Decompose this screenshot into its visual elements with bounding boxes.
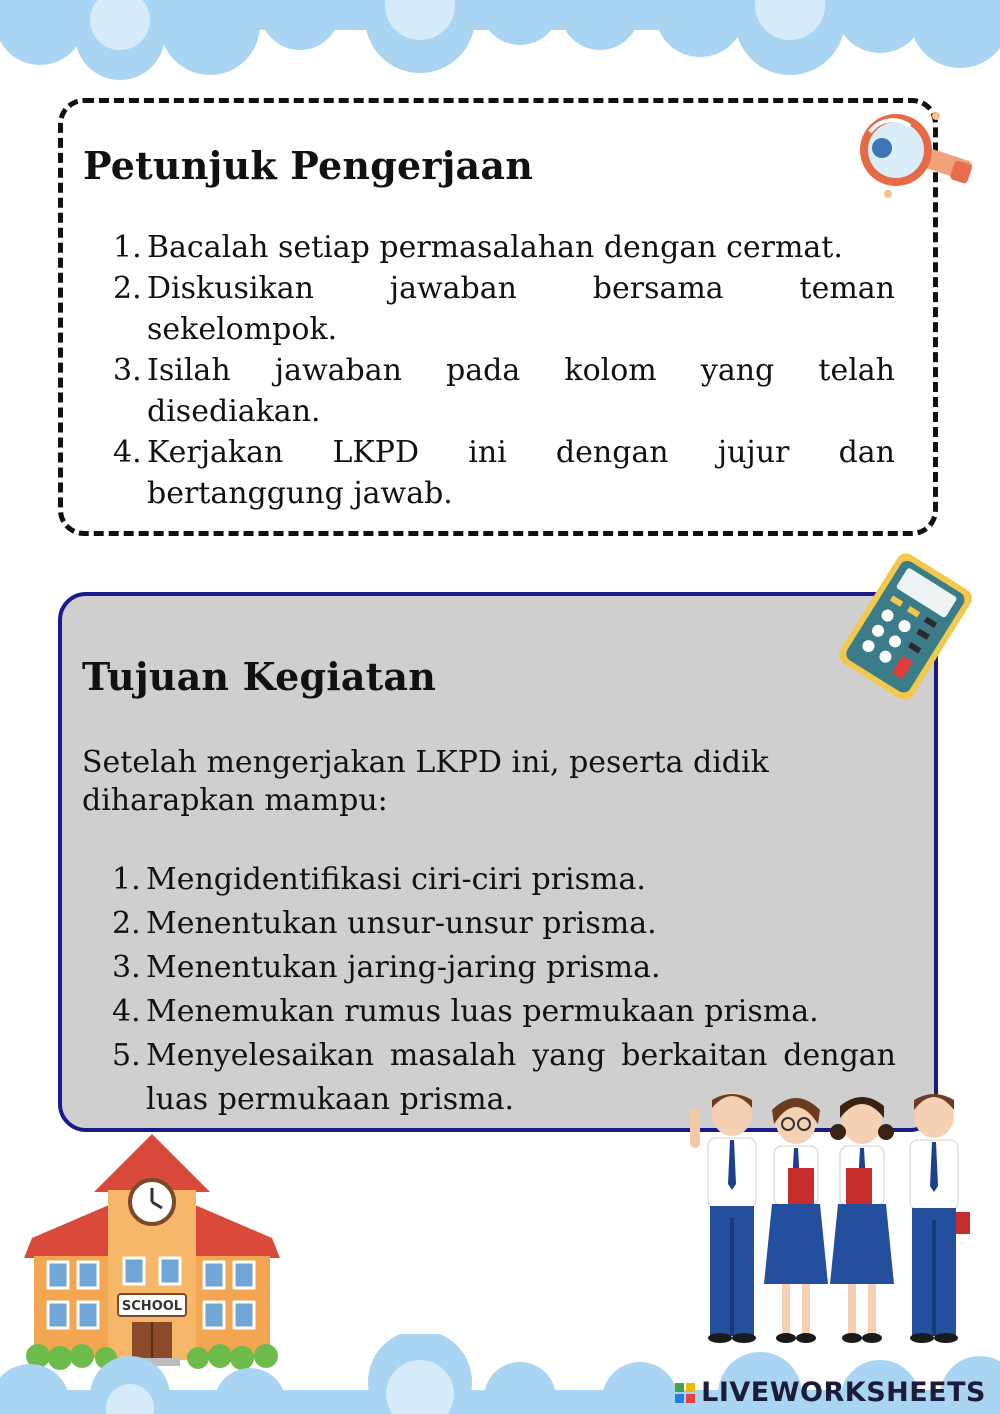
tujuan-intro: Setelah mengerjakan LKPD ini, peserta didik diharapkan mampu: xyxy=(82,745,769,818)
item-number: 3. xyxy=(113,353,142,388)
petunjuk-item xyxy=(113,268,895,350)
item-number: 4. xyxy=(112,994,141,1029)
petunjuk-item xyxy=(113,350,895,432)
petunjuk-title: Petunjuk Pengerjaan xyxy=(83,143,534,188)
tujuan-item xyxy=(112,902,896,946)
petunjuk-list xyxy=(113,227,895,514)
petunjuk-item xyxy=(113,227,895,268)
tujuan-item xyxy=(112,990,896,1034)
item-text: Menentukan unsur-unsur prisma. xyxy=(146,906,657,941)
tujuan-title: Tujuan Kegiatan xyxy=(82,654,437,699)
item-text: Mengidentifikasi ciri-ciri prisma. xyxy=(146,862,646,897)
top-clouds-decoration xyxy=(0,0,1000,90)
liveworksheets-logo xyxy=(675,1377,986,1408)
brand-text: LIVEWORKSHEETS xyxy=(701,1377,986,1408)
item-text: Menentukan jaring-jaring prisma. xyxy=(146,950,661,985)
tujuan-item xyxy=(112,858,896,902)
tujuan-list xyxy=(112,858,896,1122)
item-number: 2. xyxy=(112,906,141,941)
item-text: Menyelesaikan masalah yang berkaitan dengan luas permukaan prisma. xyxy=(146,1038,896,1117)
magnifier-icon xyxy=(852,108,978,204)
item-number: 1. xyxy=(113,230,142,265)
student-boy-left xyxy=(690,1092,756,1343)
item-number: 3. xyxy=(112,950,141,985)
petunjuk-pengerjaan-box xyxy=(58,98,938,536)
item-text: Bacalah setiap permasalahan dengan cermat. xyxy=(147,230,843,265)
student-girl-pigtails xyxy=(830,1097,894,1343)
item-text: Diskusikan jawaban bersama teman sekelompok. xyxy=(147,271,895,347)
item-text: Kerjakan LKPD ini dengan jujur dan bertanggung jawab. xyxy=(147,435,895,511)
item-text: Isilah jawaban pada kolom yang telah disediakan. xyxy=(147,353,895,429)
item-number: 5. xyxy=(112,1038,141,1073)
liveworksheets-logo-icon xyxy=(675,1383,695,1403)
school-sign-text: SCHOOL xyxy=(121,1299,183,1314)
tujuan-kegiatan-box xyxy=(58,592,938,1132)
item-text: Menemukan rumus luas permukaan prisma. xyxy=(146,994,819,1029)
tujuan-item xyxy=(112,946,896,990)
students-icon xyxy=(684,1088,984,1346)
item-number: 4. xyxy=(113,435,142,470)
student-boy-right xyxy=(910,1094,970,1343)
item-number: 1. xyxy=(112,862,141,897)
student-girl-glasses xyxy=(764,1098,828,1343)
calculator-icon xyxy=(832,552,976,702)
petunjuk-item xyxy=(113,432,895,514)
item-number: 2. xyxy=(113,271,142,306)
